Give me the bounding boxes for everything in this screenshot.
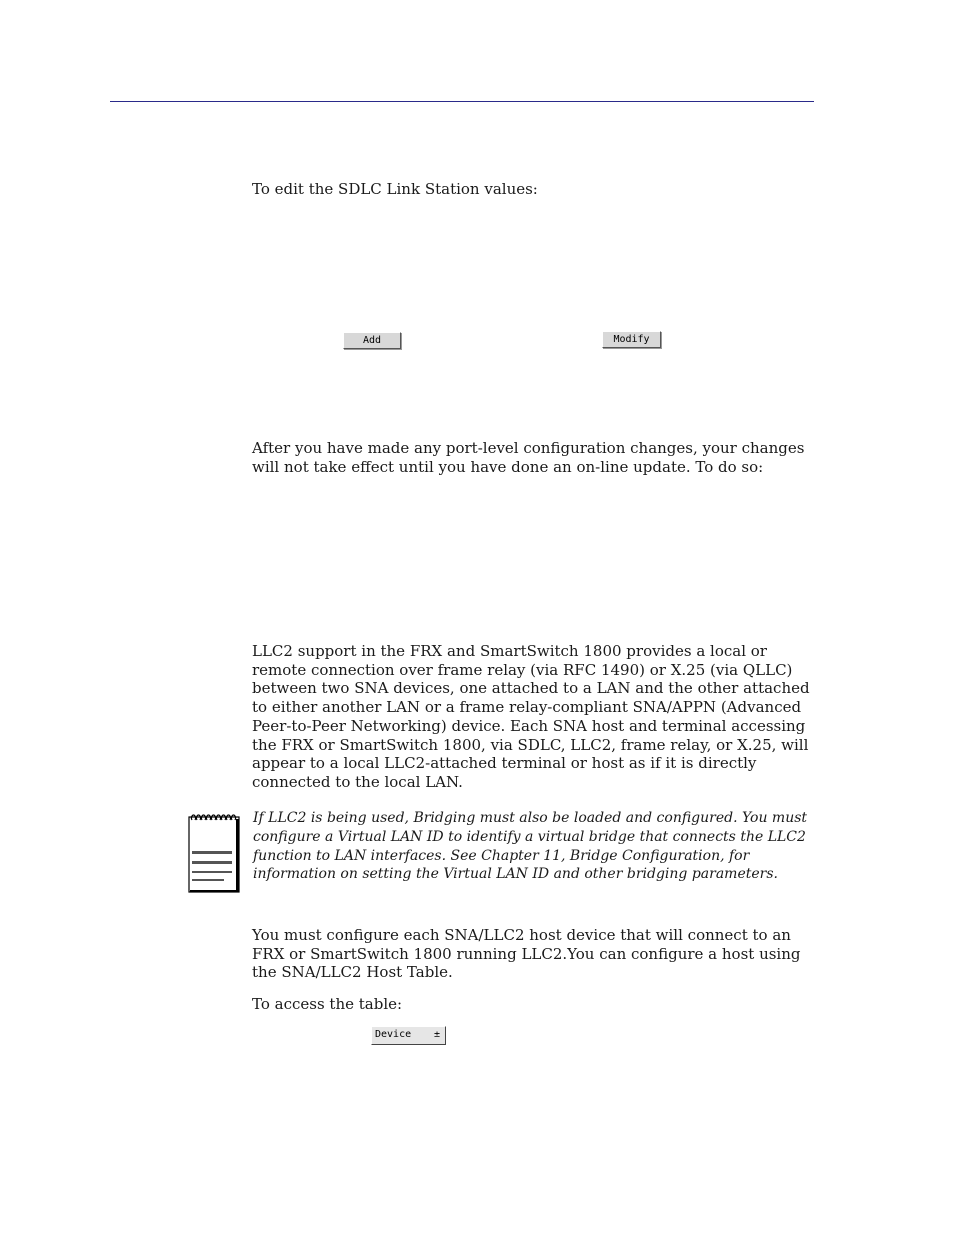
para-online-update: After you have made any port-level configuration changes, your changes will not take effect until you have done an on-line update. To do so: xyxy=(252,439,805,476)
device-menu-button[interactable] xyxy=(371,1026,446,1045)
para-sdlc-edit: To edit the SDLC Link Station values: xyxy=(252,180,538,198)
para-llc2-support: LLC2 support in the FRX and SmartSwitch 1800 provides a local or remote connection over frame relay (via RFC 1490) or X.25 (via QLLC) between two SNA devices, one attached to a LAN and the other attached to either another LAN or a frame relay-compliant SNA/APPN (Advanced Peer-to-Peer Networking) device. Each SNA host and terminal accessing the FRX or SmartSwitch 1800, via SDLC, LLC2, frame relay, or X.25, will appear to a local LLC2-attached terminal or host as if it is directly connected to the local LAN. xyxy=(252,642,810,791)
modify-button[interactable]: Modify xyxy=(602,331,661,348)
para-host-config: You must configure each SNA/LLC2 host device that will connect to an FRX or SmartSwitch 1800 running LLC2.You can configure a host using the SNA/LLC2 Host Table. xyxy=(252,926,801,982)
add-button[interactable]: Add xyxy=(343,332,401,349)
option-menu-icon: ± xyxy=(433,1029,440,1040)
header-rule xyxy=(110,101,814,102)
note-text: If LLC2 is being used, Bridging must also be loaded and configured. You must configure a Virtual LAN ID to identify a virtual bridge that connects the LLC2 function to LAN interfaces. See Chapter 11, Bridge Configuration, for information on setting the Virtual LAN ID and other bridging parameters. xyxy=(253,810,808,883)
note-icon xyxy=(186,810,242,894)
para-access-table: To access the table: xyxy=(252,995,403,1013)
device-menu-label: Device xyxy=(375,1029,412,1040)
